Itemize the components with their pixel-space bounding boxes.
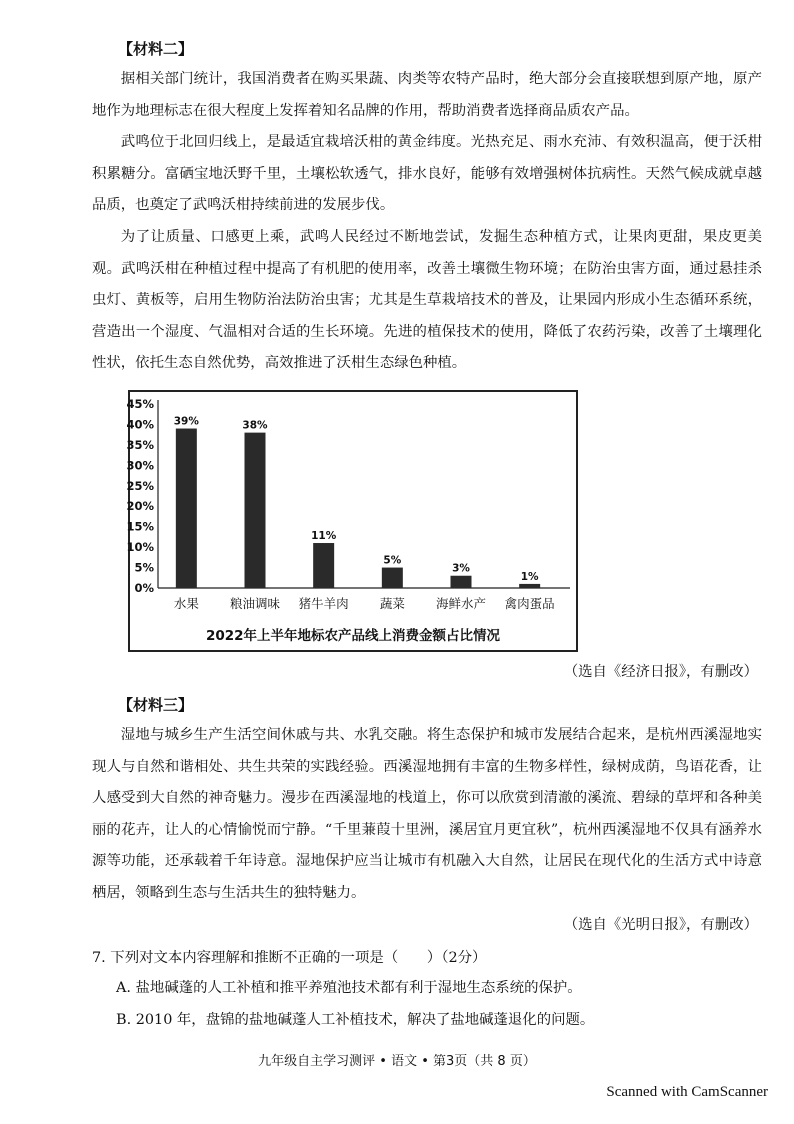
y-tick-label: 15% bbox=[126, 519, 154, 534]
y-tick-label: 40% bbox=[126, 417, 154, 432]
y-tick-label: 10% bbox=[126, 540, 154, 555]
material3-paragraph: 湿地与城乡生产生活空间休戚与共、水乳交融。将生态保护和城市发展结合起来，是杭州西溪湿地实现人与自然和谐相处、共生共荣的实践经验。西溪湿地拥有丰富的生物多样性，绿树成荫，鸟语花香，让人感受到大自然的神奇魅力。漫步在西溪湿地的栈道上，你可以欣赏到清澈的溪流、碧绿的草坪和各种美丽的花卉，让人的心情愉悦而宁静。“千里蒹葭十里洲，溪居宜月更宜秋”，杭州西溪湿地不仅具有涵养水源等功能，还承载着千年诗意。湿地保护应当让城市有机融入大自然，让居民在现代化的生活方式中诗意栖居，领略到生态与生活共生的独特魅力。 bbox=[92, 727, 762, 901]
bar-chart bbox=[128, 390, 578, 652]
x-tick-label: 水果 bbox=[173, 596, 199, 611]
x-tick-label: 粮油调味 bbox=[229, 596, 281, 611]
y-tick-label: 30% bbox=[126, 458, 154, 473]
question-stem: 7. 下列对文本内容理解和推断不正确的一项是（ ）（2分） bbox=[92, 950, 487, 966]
page-footer: 九年级自主学习测评 • 语文 • 第3页（共 8 页） bbox=[258, 1054, 536, 1069]
y-tick-label: 45% bbox=[126, 397, 154, 411]
y-tick-label: 5% bbox=[134, 560, 154, 575]
material2-heading: 【材料二】 bbox=[118, 40, 194, 58]
y-tick-label: 0% bbox=[134, 581, 154, 595]
data-label: 38% bbox=[242, 419, 268, 432]
bar-2 bbox=[313, 543, 334, 588]
x-tick-label: 蔬菜 bbox=[379, 596, 405, 611]
bar-3 bbox=[382, 568, 403, 588]
y-tick-label: 25% bbox=[126, 478, 154, 493]
material2-paragraph-1: 据相关部门统计，我国消费者在购买果蔬、肉类等农特产品时，绝大部分会直接联想到原产地，原产地作为地理标志在很大程度上发挥着知名品牌的作用，帮助消费者选择商品质农产品。 bbox=[92, 71, 762, 119]
y-tick-label: 20% bbox=[126, 499, 154, 514]
data-label: 5% bbox=[383, 554, 402, 567]
camscanner-watermark: Scanned with CamScanner bbox=[606, 1084, 768, 1100]
material3-source: （选自《光明日报》，有删改） bbox=[563, 917, 758, 933]
data-label: 39% bbox=[173, 415, 199, 428]
material2-source: （选自《经济日报》，有删改） bbox=[563, 664, 758, 680]
bar-1 bbox=[245, 433, 266, 588]
material2-paragraph-3: 为了让质量、口感更上乘，武鸣人民经过不断地尝试，发掘生态种植方式，让果肉更甜，果皮更美观。武鸣沃柑在种植过程中提高了有机肥的使用率，改善土壤微生物环境；在防治虫害方面，通过悬挂杀虫灯、黄板等，启用生物防治法防治虫害；尤其是生草栽培技术的普及，让果园内形成小生态循环系统，营造出一个湿度、气温相对合适的生长环境。先进的植保技术的使用，降低了农药污染，改善了土壤理化性状，依托生态自然优势，高效推进了沃柑生态绿色种植。 bbox=[92, 229, 762, 371]
material3-heading: 【材料三】 bbox=[118, 696, 194, 714]
bar-0 bbox=[176, 429, 197, 588]
y-tick-label: 35% bbox=[126, 437, 154, 452]
question-option-a: A. 盐地碱蓬的人工补植和推平养殖池技术都有利于湿地生态系统的保护。 bbox=[116, 980, 582, 996]
material2-paragraph-2: 武鸣位于北回归线上，是最适宜栽培沃柑的黄金纬度。光热充足、雨水充沛、有效积温高，便于沃柑积累糖分。富硒宝地沃野千里，土壤松软透气，排水良好，能够有效增强树体抗病性。天然气候成就卓越品质，也奠定了武鸣沃柑持续前进的发展步伐。 bbox=[92, 134, 762, 213]
x-tick-label: 猪牛羊肉 bbox=[298, 596, 349, 611]
x-tick-label: 海鲜水产 bbox=[435, 596, 487, 611]
bar-chart-plot bbox=[126, 392, 576, 622]
x-tick-label: 禽肉蛋品 bbox=[504, 596, 555, 611]
data-label: 3% bbox=[452, 562, 470, 575]
question-option-b: B. 2010 年，盘锦的盐地碱蓬人工补植技术，解决了盐地碱蓬退化的问题。 bbox=[116, 1012, 595, 1028]
data-label: 1% bbox=[520, 570, 539, 583]
bar-4 bbox=[451, 576, 472, 588]
chart-title: 2022年上半年地标农产品线上消费金额占比情况 bbox=[205, 628, 501, 644]
bar-5 bbox=[519, 584, 540, 588]
data-label: 11% bbox=[311, 530, 337, 543]
